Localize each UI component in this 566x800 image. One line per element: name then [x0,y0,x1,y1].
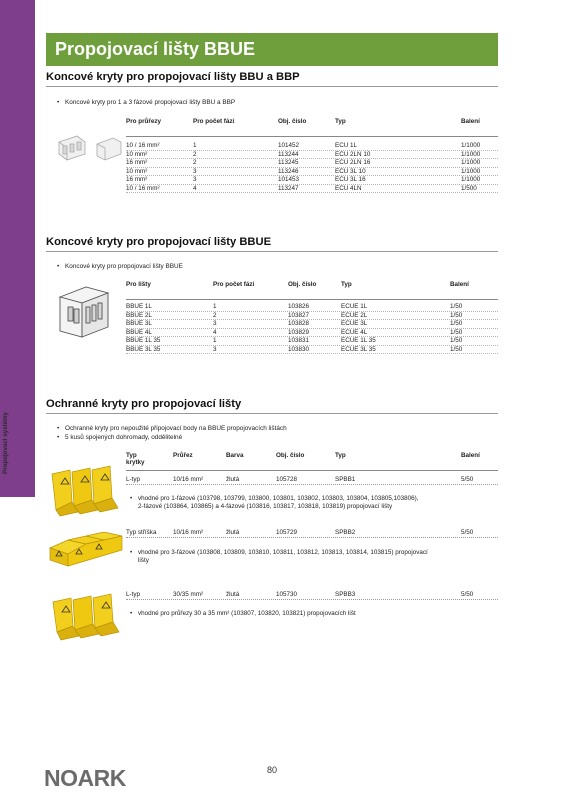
table-cell: BBUE 1L 35 [126,337,161,344]
table-cell: 103828 [288,320,310,327]
table-row [126,159,498,168]
product-row [126,590,498,600]
section1-table [126,118,498,193]
table-cell: BBUE 1L [126,303,152,310]
table-cell: 1/50 [450,328,463,336]
table-cell: 16 mm² [126,159,148,166]
table-cell: 4 [213,328,217,336]
note-line: vhodné pro 1-fázové (103798, 103799, 103800, 103801, 103802, 103803, 103804, 103805,103806), [138,495,419,502]
section1-bullets [57,98,235,107]
table-cell: 10 mm² [126,150,148,158]
table-cell: ECUE 4L [341,328,368,336]
col-header: Pro počet fází [213,281,255,288]
col-header: Pro počet fází [193,118,235,125]
table-cell: 16 mm² [126,176,148,183]
table-cell: 1 [213,303,217,310]
table-cell: 1/50 [450,345,463,353]
table-row [126,303,498,312]
table-row [126,151,498,160]
table-cell: 2 [193,150,197,158]
table-cell: 105730 [276,591,298,598]
table-cell: 3 [213,345,217,353]
table-cell: ECU 3L 16 [335,176,366,183]
table-cell: 1/50 [450,320,463,327]
table-cell: ECUE 1L 35 [341,337,376,344]
col-header: Obj. číslo [276,452,305,459]
table-row [126,320,498,329]
table-cell: 3 [213,320,217,327]
product-note: • vhodné pro průřezy 30 a 35 mm² (103807, 103820, 103821) propojovacích lišt [130,610,356,617]
table-cell: 103827 [288,311,310,319]
table-cell: ECU 2LN 10 [335,150,371,158]
bullet-item: • Ochranné kryty pro nepoužité připojovací body na BBUE propojovacích lištách [57,424,287,433]
table-cell: ECU 2LN 16 [335,159,371,166]
table-cell: ECUE 2L [341,311,368,319]
table-cell: 5/50 [461,529,474,536]
table-cell: L-typ [126,591,140,598]
table-cell: ECU 3L 10 [335,167,366,175]
table-cell: žlutá [226,591,240,598]
protective-cap-l-type-large-image [49,592,124,642]
table-header [126,118,498,137]
col-header: Pro průřezy [126,118,161,125]
protective-cap-roof-type-image [46,532,126,570]
table-row [126,329,498,338]
col-header: Typ krytky [126,452,145,466]
section2-title: Koncové kryty pro propojovací lišty BBUE [46,236,272,248]
end-cap-bbue-image [56,283,116,341]
table-cell: 113244 [278,150,299,158]
col-header: Obj. číslo [278,118,307,125]
col-header: Typ [335,118,346,125]
section2-bullets [57,262,183,271]
table-cell: 101452 [278,142,300,149]
col-header: Barva [226,452,244,459]
table-row [126,142,498,151]
col-header: Balení [450,281,469,288]
table-cell: 10 / 16 mm² [126,142,160,149]
bullet-item: • 5 kusů spojených dohromady, oddělitelné [57,433,287,442]
table-cell: 113246 [278,167,299,175]
bullet-item: • Koncové kryty pro 1 a 3 fázové propojovací lišty BBU a BBP [57,98,235,107]
table-cell: 10/16 mm² [173,529,204,536]
col-header: Obj. číslo [288,281,317,288]
table-cell: ECUE 3L 35 [341,345,376,353]
note-line: vhodné pro 3-fázové (103808, 103809, 103810, 103811, 103812, 103813, 103814, 103815) propojovací [138,549,428,556]
table-cell: 101453 [278,176,300,183]
col-header: Balení [461,452,480,459]
table-cell: Typ stříška [126,529,157,536]
table-cell: 103829 [288,328,310,336]
bullet-item: • Koncové kryty pro propojovací lišty BBUE [57,262,183,271]
table-cell: BBUE 3L 35 [126,345,161,353]
table-cell: 1 [193,142,197,149]
table-cell: 5/50 [461,476,474,483]
table-cell: BBUE 4L [126,328,152,336]
col-header: Pro lišty [126,281,151,288]
title-banner [46,33,498,66]
section3-rule [46,413,498,414]
product-row [126,528,498,538]
table-cell: 4 [193,184,197,192]
table-row [126,337,498,346]
table-cell: 10 / 16 mm² [126,184,160,192]
table-cell: 5/50 [461,591,474,598]
table-cell: SPBB2 [335,529,356,536]
side-tab-label: Propojovací systémy [2,412,9,474]
product-note: • vhodné pro 3-fázové (103808, 103809, 103810, 103811, 103812, 103813, 103814, 103815) propojovací lišty [130,549,428,564]
table-header [126,281,498,300]
product-row [126,475,498,485]
table-cell: 1/50 [450,311,463,319]
table-cell: 1/1000 [461,176,481,183]
col-header: Balení [461,118,480,125]
note-line: lišty [138,557,149,564]
protective-cap-l-type-image [48,462,123,517]
table-cell: 1/1000 [461,150,481,158]
section3-bullets [57,424,287,442]
table-cell: 113245 [278,159,299,166]
table-cell: 1/500 [461,184,477,192]
section1-rule [46,86,498,87]
table-cell: 103830 [288,345,310,353]
table-cell: 1/50 [450,337,463,344]
table-cell: 105729 [276,529,298,536]
table-row [126,312,498,321]
table-row [126,346,498,355]
table-cell: 1/1000 [461,159,481,166]
table-cell: BBUE 3L [126,320,152,327]
table-cell: 1/50 [450,303,463,310]
table-cell: 1/1000 [461,167,481,175]
table-cell: 3 [193,167,197,175]
noark-logo: NOARK [44,765,126,791]
table-cell: 1 [213,337,217,344]
table-cell: 103831 [288,337,310,344]
table-cell: žlutá [226,476,240,483]
note-line: vhodné pro průřezy 30 a 35 mm² (103807, 103820, 103821) propojovacích lišt [138,610,356,617]
table-cell: 10/16 mm² [173,476,204,483]
table-cell: SPBB3 [335,591,356,598]
table-cell: ECU 1L [335,142,358,149]
page-title: Propojovací lišty BBUE [55,39,256,59]
table-cell: 30/35 mm² [173,591,204,598]
table-cell: 103826 [288,303,310,310]
col-header: Průřez [173,452,193,459]
page-number: 80 [267,765,278,775]
table-cell: SPBB1 [335,476,356,483]
table-cell: 2 [193,159,197,166]
note-line: 2-fázové (103864, 103865) a 4-fázové (103816, 103817, 103818, 103819) propojovací lišty [138,503,393,510]
table-row [126,168,498,177]
product-note: • vhodné pro 1-fázové (103798, 103799, 103800, 103801, 103802, 103803, 103804, 103805,103806), 2-fázové (103864, 103865) a 4-fázové (103816, 103817, 103818, 103819) propojovací lišty [130,495,419,510]
table-cell: ECUE 3L [341,320,368,327]
section1-title: Koncové kryty pro propojovací lišty BBU a BBP [46,71,300,83]
table-cell: 1/1000 [461,142,481,149]
col-header: Typ [341,281,352,288]
table-cell: ECUE 1L [341,303,368,310]
table-row [126,176,498,185]
section3-title: Ochranné kryty pro propojovací lišty [46,398,242,410]
table-header [126,452,498,471]
table-cell: 10 mm² [126,167,148,175]
section3-table [126,452,498,471]
table-cell: L-typ [126,476,140,483]
col-header: Typ [335,452,346,459]
table-row [126,185,498,194]
table-cell: 3 [193,176,197,183]
section2-table [126,281,498,354]
table-cell: 113247 [278,184,299,192]
table-cell: ECU 4LN [335,184,362,192]
table-cell: 2 [213,311,217,319]
table-cell: BBUE 2L [126,311,152,319]
table-cell: žlutá [226,529,240,536]
section2-rule [46,251,498,252]
table-cell: 105728 [276,476,298,483]
